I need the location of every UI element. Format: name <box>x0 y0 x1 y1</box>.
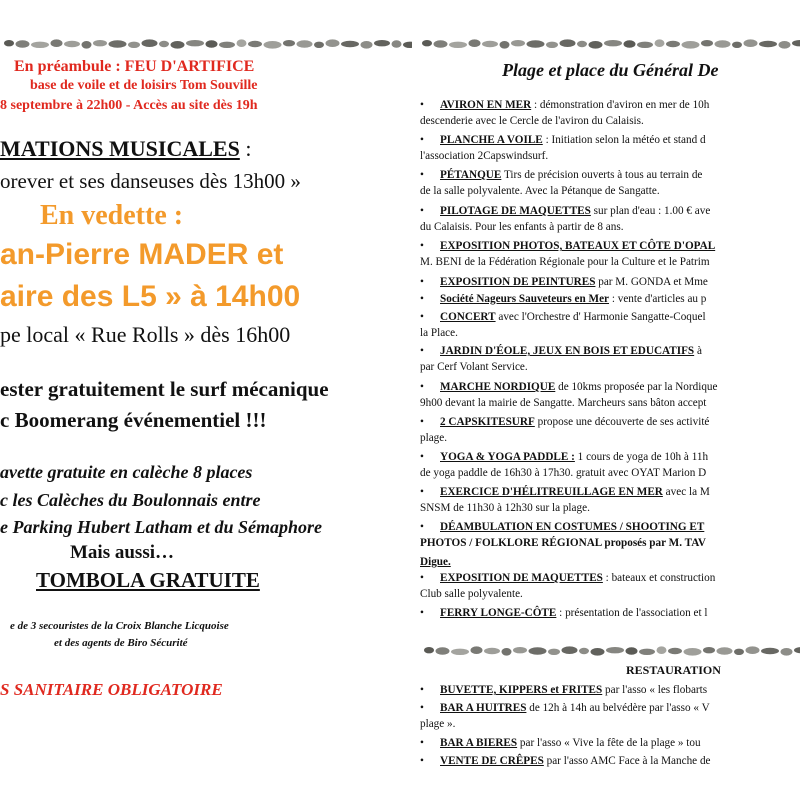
item-label: PLANCHE A VOILE <box>440 134 543 146</box>
item-label: PILOTAGE DE MAQUETTES <box>440 205 591 217</box>
bullet-icon: • <box>420 416 424 428</box>
item-text: par M. GONDA et Mme <box>598 276 708 288</box>
bullet-icon: • <box>420 276 424 288</box>
preamble-line: En préambule : FEU D'ARTIFICE <box>14 58 255 75</box>
list-item <box>420 133 706 147</box>
item-separator: : <box>556 607 566 619</box>
item-text: par l'asso AMC Face à la Manche de <box>546 755 711 767</box>
secours-line-1: e de 3 secouristes de la Croix Blanche Licquoise <box>10 620 229 632</box>
musical-heading <box>0 136 251 162</box>
secours-line-2: et des agents de Biro Sécurité <box>54 637 188 649</box>
item-text: démonstration d'aviron en mer de 10h <box>539 99 710 111</box>
list-item <box>420 736 701 750</box>
item-text: avec la M <box>665 486 710 498</box>
item-label: BAR A HUITRES <box>440 702 527 714</box>
item-text: bateaux et construction <box>611 572 716 584</box>
list-item <box>420 310 706 324</box>
list-item <box>420 701 710 715</box>
item-text: vente d'articles au p <box>617 293 707 305</box>
item-label: EXERCICE D'HÉLITREUILLAGE EN MER <box>440 486 663 498</box>
item-continuation: la Place. <box>420 327 458 339</box>
list-item <box>420 292 706 306</box>
item-label: FERRY LONGE-CÔTE <box>440 607 557 619</box>
bullet-icon: • <box>420 345 424 357</box>
bullet-icon: • <box>420 755 424 767</box>
item-continuation: descenderie avec le Cercle de l'aviron du Calaisis. <box>420 115 644 127</box>
item-text: avec l'Orchestre d' Harmonie Sangatte-Coquel <box>498 311 706 323</box>
bullet-icon: • <box>420 293 424 305</box>
mais-aussi: Mais aussi… <box>70 542 174 563</box>
item-continuation: de yoga paddle de 16h30 à 17h30. gratuit avec OYAT Marion D <box>420 467 707 479</box>
item-label: YOGA & YOGA PADDLE : <box>440 451 575 463</box>
list-item <box>420 415 709 429</box>
musical-heading-text: MATIONS MUSICALES <box>0 136 240 161</box>
item-label: DÉAMBULATION EN COSTUMES / SHOOTING ET <box>440 521 705 533</box>
item-label: MARCHE NORDIQUE <box>440 381 556 393</box>
venue-line: base de voile et de loisirs Tom Souville <box>30 78 258 93</box>
list-item <box>420 606 708 620</box>
item-label: BUVETTE, KIPPERS et FRITES <box>440 684 603 696</box>
list-item <box>420 98 709 112</box>
item-text: par l'asso « Vive la fête de la plage » tou <box>519 737 701 749</box>
navette-line-2: c les Calèches du Boulonnais entre <box>0 490 261 510</box>
item-label: 2 CAPSKITESURF <box>440 416 535 428</box>
forever-line: orever et ses danseuses dès 13h00 » <box>0 169 301 193</box>
list-item <box>420 344 702 358</box>
boomerang-line: c Boomerang événementiel !!! <box>0 408 267 432</box>
item-label: EXPOSITION DE MAQUETTES <box>440 572 603 584</box>
bullet-icon: • <box>420 486 424 498</box>
item-continuation: PHOTOS / FOLKLORE RÉGIONAL proposés par M. TAV <box>420 537 706 549</box>
mader-line: an-Pierre MADER et <box>0 238 284 271</box>
item-label: BAR A BIERES <box>440 737 518 749</box>
item-text: de 12h à 14h au belvédère par l'asso « V <box>529 702 710 714</box>
navette-line-3: e Parking Hubert Latham et du Sémaphore <box>0 517 323 537</box>
bullet-icon: • <box>420 169 424 181</box>
list-item <box>420 275 708 289</box>
item-separator: : <box>609 293 618 305</box>
list-item <box>420 754 711 768</box>
restauration-title: RESTAURATION <box>626 663 721 677</box>
musical-heading-colon: : <box>239 136 252 161</box>
list-item <box>420 380 717 394</box>
vedette-heading: En vedette : <box>40 200 184 231</box>
item-continuation: SNSM de 11h30 à 12h30 sur la plage. <box>420 502 590 514</box>
bullet-icon: • <box>420 607 424 619</box>
bullet-icon: • <box>420 311 424 323</box>
item-label: CONCERT <box>440 311 496 323</box>
item-separator: : <box>602 572 612 584</box>
item-text: propose une découverte de ses activité <box>537 416 710 428</box>
right-title: Plage et place du Général De <box>502 60 719 80</box>
item-continuation: M. BENI de la Fédération Régionale pour la Culture et le Patrim <box>420 256 710 268</box>
item-text: à <box>696 345 702 357</box>
item-continuation: l'association 2Capswindsurf. <box>420 150 549 162</box>
digue-line: Digue. <box>420 556 451 568</box>
list-item <box>420 450 708 464</box>
l5-line: aire des L5 » à 14h00 <box>0 280 301 313</box>
list-item <box>420 485 710 499</box>
bullet-icon: • <box>420 521 424 533</box>
bullet-icon: • <box>420 381 424 393</box>
item-separator: : <box>531 99 540 111</box>
item-text: sur plan d'eau : 1.00 € ave <box>593 205 711 217</box>
item-label: PÉTANQUE <box>440 169 502 181</box>
bullet-icon: • <box>420 134 424 146</box>
list-item <box>420 204 710 218</box>
item-text: présentation de l'association et l <box>565 607 708 619</box>
item-continuation: de la salle polyvalente. Avec la Pétanque de Sangatte. <box>420 185 660 197</box>
item-label: EXPOSITION DE PEINTURES <box>440 276 596 288</box>
tombola-heading: TOMBOLA GRATUITE <box>36 568 260 592</box>
item-continuation: du Calaisis. Pour les enfants à partir de 8 ans. <box>420 221 624 233</box>
bullet-icon: • <box>420 737 424 749</box>
item-continuation: Club salle polyvalente. <box>420 588 523 600</box>
surf-line: ester gratuitement le surf mécanique <box>0 377 329 401</box>
navette-line-1: avette gratuite en calèche 8 places <box>0 462 253 482</box>
item-text: de 10kms proposée par la Nordique <box>558 381 718 393</box>
list-item <box>420 520 704 534</box>
item-continuation: 9h00 devant la mairie de Sangatte. Marcheurs sans bâton accept <box>420 397 707 409</box>
rue-rolls-line: pe local « Rue Rolls » dès 16h00 <box>0 322 291 347</box>
item-separator: : <box>542 134 552 146</box>
right-column <box>412 0 800 800</box>
item-label: EXPOSITION PHOTOS, BATEAUX ET CÔTE D'OPAL <box>440 240 716 252</box>
sanitaire-line: S SANITAIRE OBLIGATOIRE <box>0 680 223 699</box>
list-item <box>420 168 702 182</box>
bullet-icon: • <box>420 240 424 252</box>
item-text: par l'asso « les flobarts <box>605 684 708 696</box>
item-text: 1 cours de yoga de 10h à 11h <box>577 451 709 463</box>
item-text: Tirs de précision ouverts à tous au terrain de <box>503 169 703 181</box>
list-item <box>420 571 715 585</box>
bullet-icon: • <box>420 572 424 584</box>
list-item <box>420 683 707 697</box>
bullet-icon: • <box>420 684 424 696</box>
item-text: Initiation selon la météo et stand d <box>551 134 706 146</box>
date-line: 8 septembre à 22h00 - Accès au site dès 19h <box>0 98 258 113</box>
item-label: JARDIN D'ÉOLE, JEUX EN BOIS ET EDUCATIFS <box>440 345 695 357</box>
bullet-icon: • <box>420 451 424 463</box>
item-label: AVIRON EN MER <box>440 99 532 111</box>
list-item <box>420 239 715 253</box>
bullet-icon: • <box>420 205 424 217</box>
item-label: Société Nageurs Sauveteurs en Mer <box>440 293 610 305</box>
item-continuation: plage. <box>420 432 448 444</box>
bullet-icon: • <box>420 99 424 111</box>
item-label: VENTE DE CRÊPES <box>440 755 544 767</box>
bullet-icon: • <box>420 702 424 714</box>
item-continuation: plage ». <box>420 718 456 730</box>
item-continuation: par Cerf Volant Service. <box>420 361 528 373</box>
